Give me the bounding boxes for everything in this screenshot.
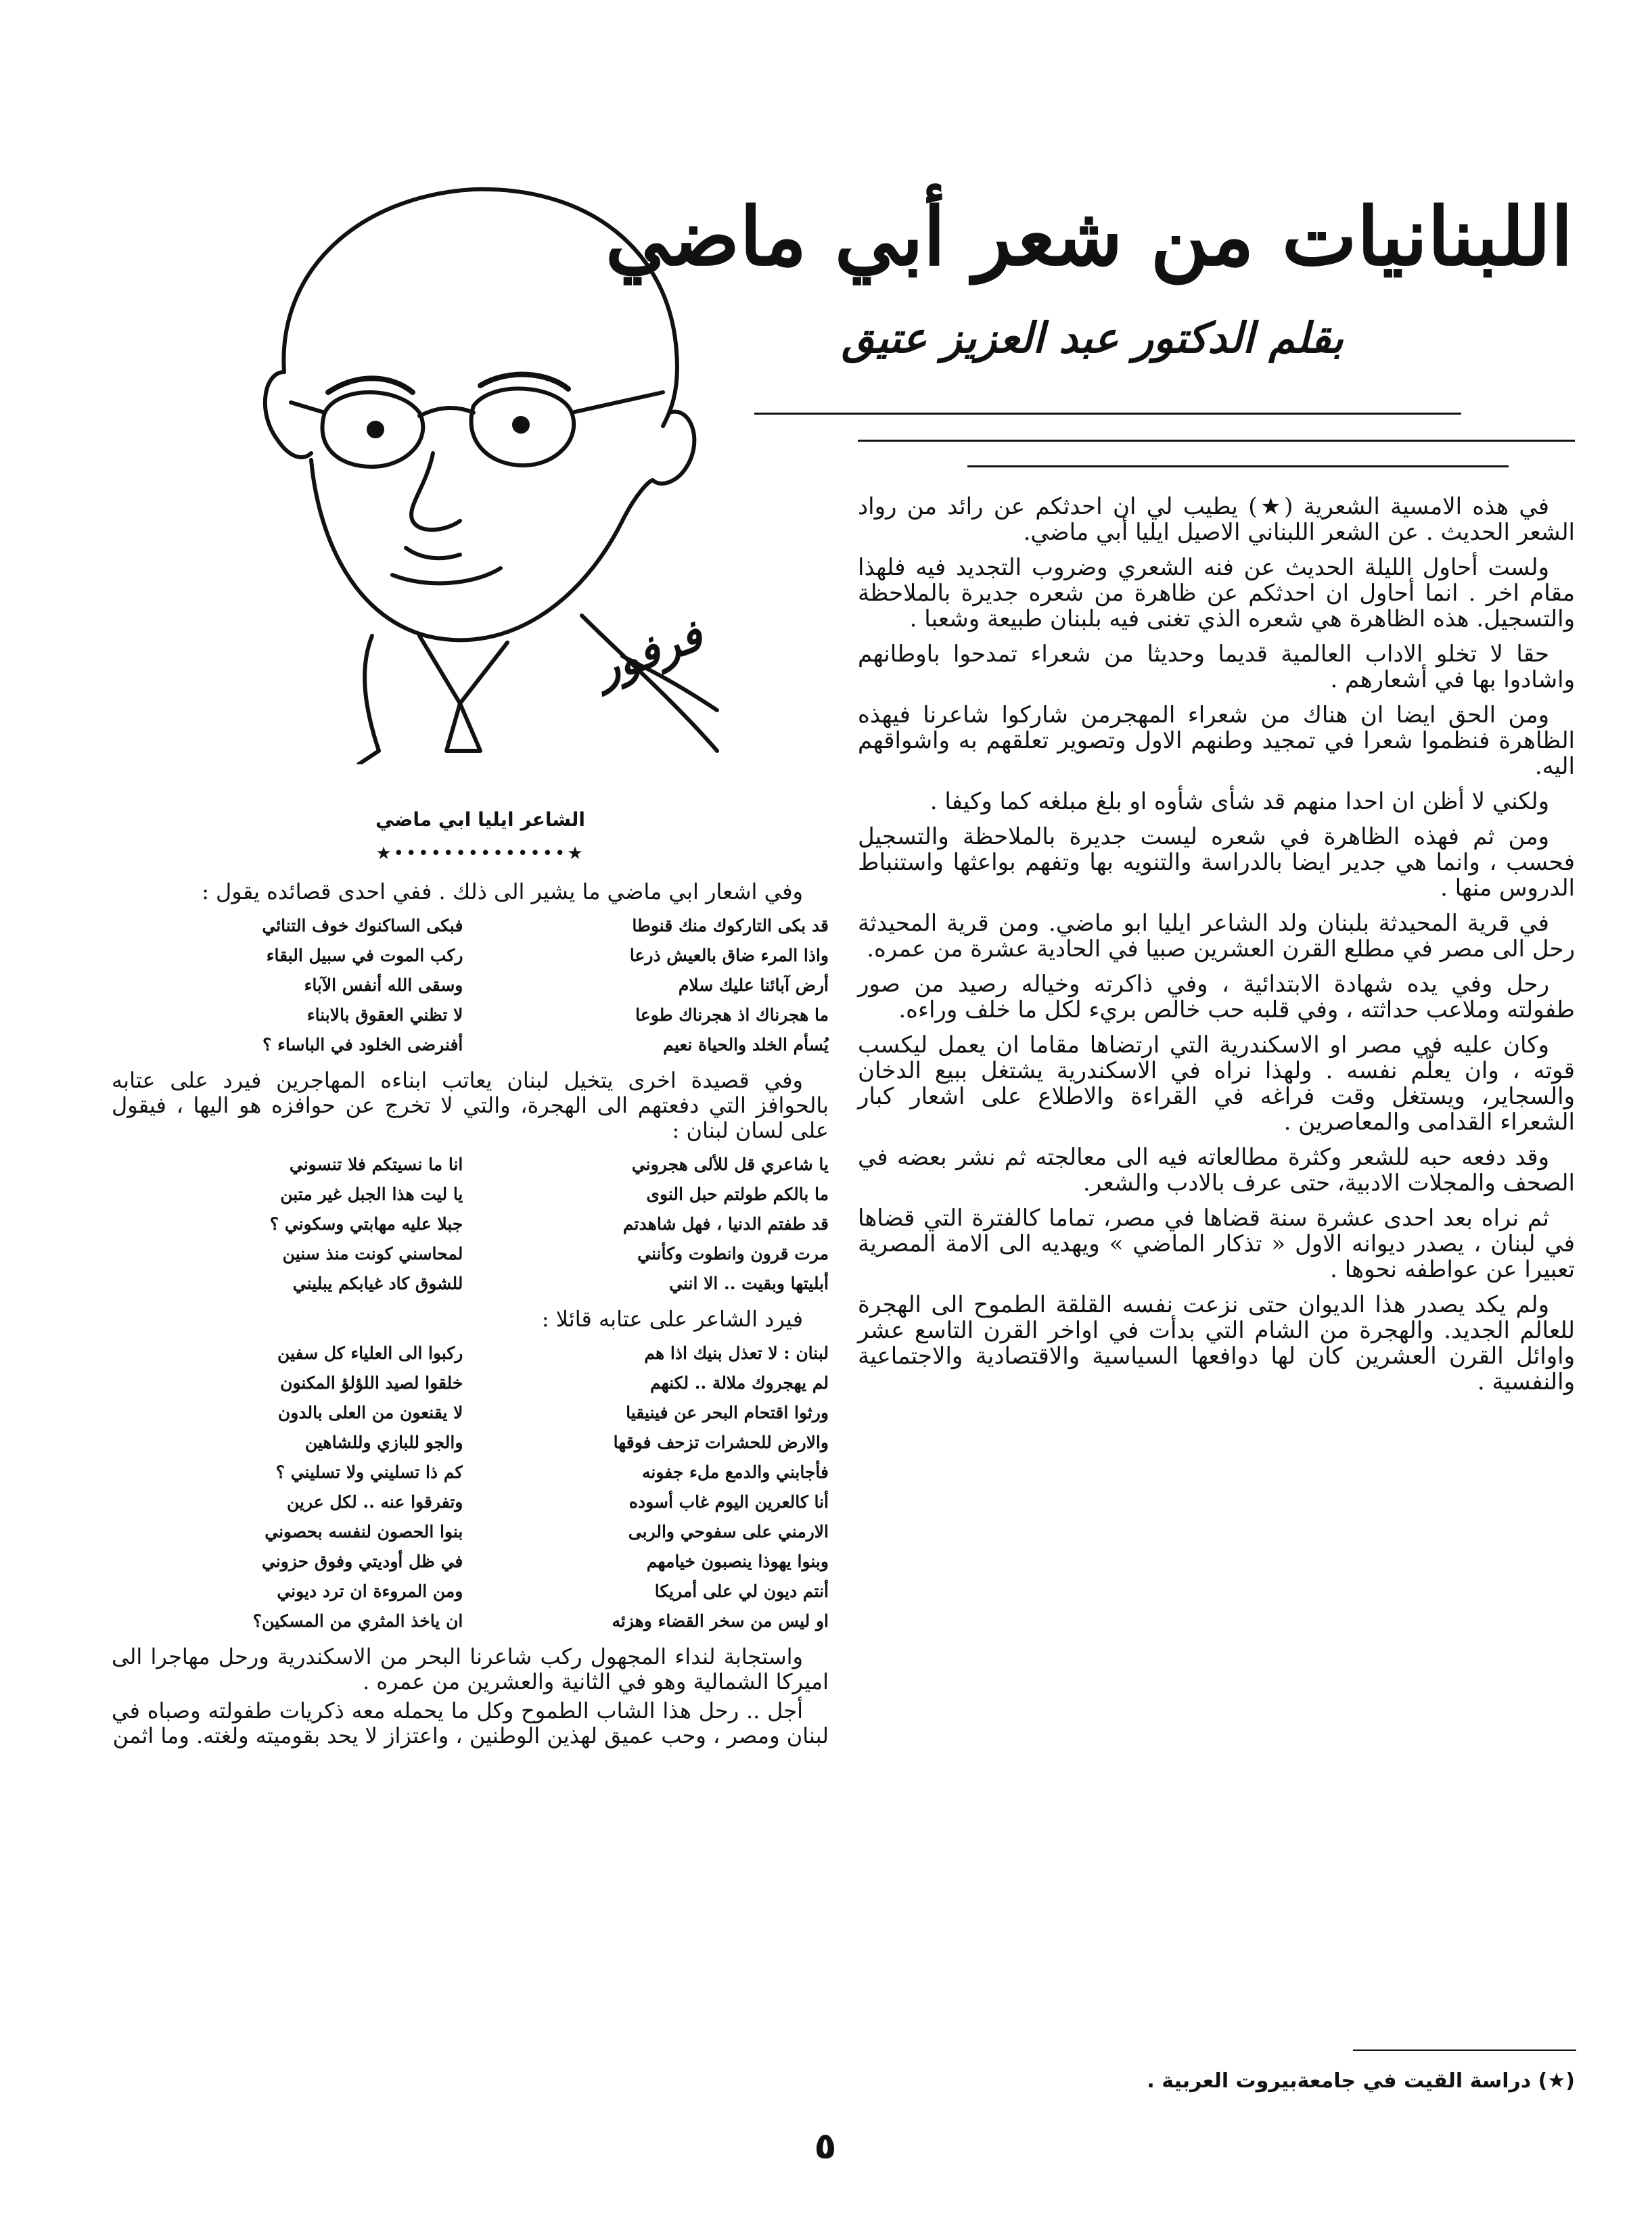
paragraph: وفي قصيدة اخرى يتخيل لبنان يعاتب ابناءه المهاجرين فيرد على عتابه بالحوافز التي دفعتهم الى الهجرة، والتي لا تخرج عن حوافزه هو اليها ، فيقول على لسان لبنان :	[112, 1067, 829, 1143]
verse-hemistich-first: ورثوا اقتحام البحر عن فينيقيا	[626, 1403, 829, 1422]
verse-hemistich-second: والجو للبازي وللشاهين	[304, 1433, 463, 1452]
verse-hemistich-first: أنتم ديون لي على أمريكا	[654, 1581, 829, 1601]
verse-hemistich-second: وسقى الله أنفس الآباء	[304, 975, 463, 995]
verse-hemistich-second: يا ليت هذا الجبل غير متبن	[280, 1184, 463, 1204]
paragraph: في قرية المحيدثة بلبنان ولد الشاعر ايليا ابو ماضي. ومن قرية المحيدثة رحل الى مصر في مطلع القرن العشرين صبيا في الحادية عشرة من عمره.	[858, 910, 1575, 963]
paragraph: ثم نراه بعد احدى عشرة سنة قضاها في مصر، تماما كالفترة التي قضاها في لبنان ، يصدر ديوانه الاول « تذكار الماضي » ويهديه الى الامة المصرية تعبيرا عن عواطفه نحوها .	[858, 1205, 1575, 1283]
verse-line	[112, 1458, 829, 1487]
verse-line	[112, 1606, 829, 1636]
poem-block-1	[112, 911, 829, 1060]
verse-line	[112, 1180, 829, 1209]
verse-hemistich-second: ركبوا الى العلياء كل سفين	[277, 1343, 463, 1363]
verse-line	[112, 1428, 829, 1458]
paragraph: في هذه الامسية الشعرية (★) يطيب لي ان احدثكم عن رائد من رواد الشعر الحديث . عن الشعر اللبناني الاصيل ايليا أبي ماضي.	[858, 493, 1575, 546]
verse-line	[112, 911, 829, 941]
verse-hemistich-first: ما بالكم طولتم حبل النوى	[646, 1184, 829, 1204]
caption-ornament: ★••••••••••••••★	[375, 843, 585, 864]
verse-hemistich-first: فأجابني والدمع ملء جفونه	[641, 1462, 829, 1482]
verse-line	[112, 1368, 829, 1398]
paragraph: ومن ثم فهذه الظاهرة في شعره ليست جديرة بالملاحظة والتسجيل فحسب ، وانما هي جدير ايضا بالدراسة والتنويه بها وتفهم بواعثها واستنباط الدروس منها .	[858, 823, 1575, 902]
verse-hemistich-first: لم يهجروك ملالة .. لكنهم	[649, 1373, 829, 1393]
verse-hemistich-first: ما هجرناك اذ هجرناك طوعا	[635, 1005, 829, 1025]
verse-hemistich-second: فبكى الساكنوك خوف التنائي	[262, 916, 463, 935]
verse-hemistich-second: لا يقنعون من العلى بالدون	[277, 1403, 463, 1422]
verse-line	[112, 1030, 829, 1060]
title-rule-1	[754, 413, 1461, 415]
verse-hemistich-second: جبلا عليه مهابتي وسكوني ؟	[269, 1214, 463, 1234]
verse-hemistich-first: مرت قرون وانطوت وكأنني	[637, 1244, 829, 1264]
verse-line	[112, 1339, 829, 1368]
author-byline: بقلم الدكتور عبد العزيز عتيق	[842, 313, 1344, 363]
verse-hemistich-second: لمحاسني كونت منذ سنين	[282, 1244, 463, 1264]
verse-line	[112, 1150, 829, 1180]
verse-hemistich-first: الارمني على سفوحي والربى	[628, 1522, 829, 1542]
paragraph: حقا لا تخلو الاداب العالمية قديما وحديثا من شعراء تمدحوا باوطانهم واشادوا بها في أشعارهم .	[858, 641, 1575, 693]
verse-hemistich-second: وتفرقوا عنه .. لكل عرين	[286, 1492, 463, 1512]
paragraph: وقد دفعه حبه للشعر وكثرة مطالعاته فيه الى معالجته ثم نشر بعضه في الصحف والمجلات الادبية، حتى عرف بالادب والشعر.	[858, 1144, 1575, 1197]
paragraph: ولم يكد يصدر هذا الديوان حتى نزعت نفسه القلقة الطموح الى الهجرة للعالم الجديد. والهجرة من الشام التي بدأت في اواخر القرن التاسع عشر واوائل القرن العشرين كان لها دوافعها السياسية والاقتصادية والاجتماعية والنفسية .	[858, 1291, 1575, 1395]
verse-line	[112, 1487, 829, 1517]
paragraph: ولست أحاول الليلة الحديث عن فنه الشعري وضروب التجديد فيه فلهذا مقام اخر . انما أحاول ان احدثكم عن ظاهرة من شعره جديرة بالملاحظة والتسجيل. هذه الظاهرة هي شعره الذي تغنى فيه بلبنان طبيعة وشعبا .	[858, 554, 1575, 632]
verse-hemistich-first: قد بكى التاركوك منك قنوطا	[632, 916, 829, 935]
verse-hemistich-first: أنا كالعرين اليوم غاب أسوده	[628, 1492, 829, 1512]
paragraph: ولكني لا أظن ان احدا منهم قد شأى شأوه او بلغ مبلغه كما وكيفا .	[930, 788, 1549, 815]
verse-hemistich-second: لا تظني العقوق بالابناء	[306, 1005, 463, 1025]
verse-hemistich-first: لبنان : لا تعذل بنيك اذا هم	[644, 1343, 829, 1363]
verse-hemistich-second: أفنرضى الخلود في الباساء ؟	[262, 1035, 463, 1055]
poem-block-2	[112, 1150, 829, 1299]
left-column	[112, 879, 829, 1753]
article-title: اللبنانيات من شعر أبي ماضي	[605, 189, 1574, 283]
verse-hemistich-first: يا شاعري قل للألى هجروني	[631, 1155, 829, 1174]
verse-hemistich-second: ان ياخذ المثري من المسكين؟	[252, 1611, 463, 1631]
verse-hemistich-first: او ليس من سخر القضاء وهزئه	[612, 1611, 829, 1631]
verse-line	[112, 1269, 829, 1299]
paragraph: أجل .. رحل هذا الشاب الطموح وكل ما يحمله معه ذكريات طفولته وصباه في لبنان ومصر ، وحب عميق لهذين الوطنين ، واعتزاز لا يحد بقوميته ولغته. وما اثمن	[112, 1698, 829, 1748]
verse-hemistich-second: ركب الموت في سبيل البقاء	[266, 946, 463, 965]
verse-hemistich-first: يُسأم الخلد والحياة نعيم	[663, 1035, 829, 1055]
artist-signature: فرفور	[589, 609, 710, 695]
verse-hemistich-first: أرض آبائنا عليك سلام	[678, 975, 829, 995]
verse-hemistich-second: كم ذا تسليني ولا تسليني ؟	[275, 1462, 463, 1482]
verse-hemistich-first: وبنوا يهوذا ينصبون خيامهم	[646, 1552, 829, 1571]
verse-hemistich-second: في ظل أوديتي وفوق حزوني	[262, 1552, 463, 1571]
title-rule-2	[858, 440, 1575, 442]
verse-line	[112, 1577, 829, 1606]
paragraph: واستجابة لنداء المجهول ركب شاعرنا البحر من الاسكندرية ورحل مهاجرا الى اميركا الشمالية وهو في الثانية والعشرين من عمره .	[112, 1644, 829, 1694]
verse-hemistich-first: قد طفتم الدنيا ، فهل شاهدتم	[622, 1214, 829, 1234]
verse-line	[112, 1547, 829, 1577]
paragraph: رحل وفي يده شهادة الابتدائية ، وفي ذاكرته وخياله رصيد من صور طفولته وملاعب حداثته ، وفي قلبه حب خالص بريء لكل ما خلف وراءه.	[858, 971, 1575, 1023]
verse-line	[112, 1000, 829, 1030]
verse-hemistich-second: للشوق كاد غيابكم يبليني	[292, 1274, 463, 1293]
paragraph: ومن الحق ايضا ان هناك من شعراء المهجرمن شاركوا شاعرنا فيهذه الظاهرة فنظموا شعرا في تمجيد وطنهم الاول وتصوير تعلقهم به واشواقهم اليه.	[858, 701, 1575, 780]
verse-line	[112, 1398, 829, 1428]
paragraph: وكان عليه في مصر او الاسكندرية التي ارتضاها مقاما ان يعمل ليكسب قوته ، وان يعلّم نفسه . ولهذا نراه في الاسكندرية يشتغل ببيع الدخان والسجاير، ويستغل وقت فراغه في القراءة والاطلاع على اشعار كبار الشعراء القدامى والمعاصرين .	[858, 1032, 1575, 1136]
verse-hemistich-second: بنوا الحصون لنفسه بحصوني	[265, 1522, 463, 1542]
paragraph: وفي اشعار ابي ماضي ما يشير الى ذلك . ففي احدى قصائده يقول :	[202, 879, 803, 904]
poem-block-3	[112, 1339, 829, 1636]
verse-line	[112, 941, 829, 971]
verse-hemistich-second: خلقوا لصيد اللؤلؤ المكنون	[280, 1373, 463, 1393]
verse-line	[112, 1209, 829, 1239]
footnote: (★) دراسة القيت في جامعةبيروت العربية .	[1147, 2069, 1575, 2093]
right-column	[858, 494, 1575, 1404]
footnote-rule	[1353, 2049, 1576, 2051]
verse-hemistich-second: انا ما نسيتكم فلا تنسوني	[289, 1155, 463, 1174]
verse-hemistich-first: والارض للحشرات تزحف فوقها	[613, 1433, 829, 1452]
verse-line	[112, 1517, 829, 1547]
verse-hemistich-first: واذا المرء ضاق بالعيش ذرعا	[629, 946, 829, 965]
verse-line	[112, 971, 829, 1000]
portrait-caption: الشاعر ايليا ابي ماضي	[375, 808, 586, 831]
verse-line	[112, 1239, 829, 1269]
verse-hemistich-first: أبليتها وبقيت .. الا انني	[669, 1274, 829, 1293]
page-number: ٥	[814, 2125, 837, 2167]
paragraph: فيرد الشاعر على عتابه قائلا :	[541, 1306, 803, 1332]
verse-hemistich-second: ومن المروءة ان ترد ديوني	[277, 1581, 463, 1601]
title-rule-3	[967, 465, 1509, 467]
